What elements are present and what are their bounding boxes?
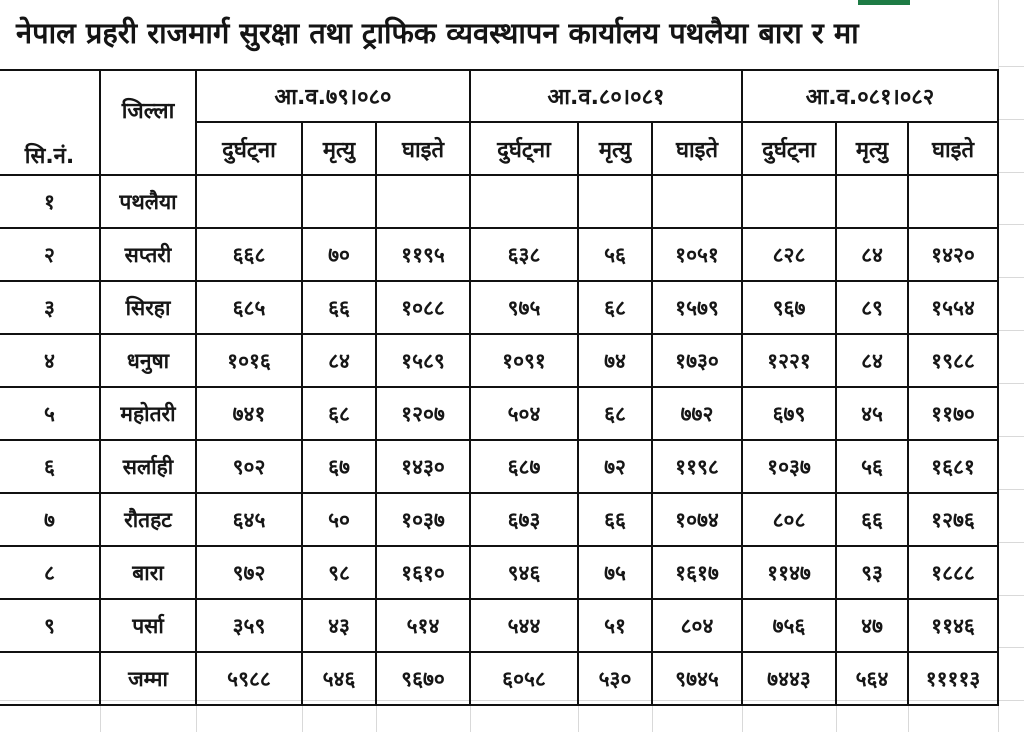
cell-value[interactable]: ९७५ xyxy=(470,281,578,334)
cell-value[interactable]: ८४ xyxy=(836,334,908,387)
cell-value[interactable]: १७३० xyxy=(652,334,742,387)
table-row xyxy=(0,228,998,281)
total-value[interactable]: ६०५८ xyxy=(470,652,578,705)
cell-value[interactable]: ७२ xyxy=(578,440,652,493)
cell-value[interactable]: १६१० xyxy=(376,546,470,599)
header-injured[interactable]: घाइते xyxy=(376,122,470,175)
cell-value[interactable]: ९३ xyxy=(836,546,908,599)
cell-district[interactable]: बारा xyxy=(100,546,196,599)
header-accidents[interactable]: दुर्घट्ना xyxy=(470,122,578,175)
cell-value[interactable] xyxy=(302,175,376,228)
cell-value[interactable]: ५० xyxy=(302,493,376,546)
cell-value[interactable]: ६७३ xyxy=(470,493,578,546)
cell-value[interactable]: ८४ xyxy=(836,228,908,281)
cell-value[interactable]: ८९ xyxy=(836,281,908,334)
cell-value[interactable]: १५५४ xyxy=(908,281,998,334)
cell-value[interactable]: ९६७ xyxy=(742,281,836,334)
total-value[interactable]: ९७४५ xyxy=(652,652,742,705)
cell-value[interactable]: ११९५ xyxy=(376,228,470,281)
cell-value[interactable]: १०८८ xyxy=(376,281,470,334)
cell-value[interactable]: ८०४ xyxy=(652,599,742,652)
cell-value[interactable]: ५१ xyxy=(578,599,652,652)
cell-value[interactable]: १४२० xyxy=(908,228,998,281)
table-row xyxy=(0,599,998,652)
cell-value[interactable] xyxy=(742,175,836,228)
cell-value[interactable]: १८८८ xyxy=(908,546,998,599)
cell-district[interactable]: पथलैया xyxy=(100,175,196,228)
page-title: नेपाल प्रहरी राजमार्ग सुरक्षा तथा ट्राफिक व्यवस्थापन कार्यालय पथलैया बारा र मा xyxy=(16,16,859,50)
total-value[interactable]: ९६७० xyxy=(376,652,470,705)
cell-value[interactable] xyxy=(470,175,578,228)
header-district[interactable]: जिल्ला xyxy=(100,70,196,175)
cell-value[interactable]: ११७० xyxy=(908,387,998,440)
total-value[interactable]: ५३० xyxy=(578,652,652,705)
cell-sn[interactable]: ८ xyxy=(0,546,100,599)
cell-sn[interactable]: २ xyxy=(0,228,100,281)
cell-sn[interactable]: ६ xyxy=(0,440,100,493)
cell-value[interactable]: ४७ xyxy=(836,599,908,652)
cell-value[interactable]: ८४ xyxy=(302,334,376,387)
cell-value[interactable]: ६८५ xyxy=(196,281,302,334)
accident-stats-table xyxy=(0,69,999,706)
cell-value[interactable]: ९४६ xyxy=(470,546,578,599)
header-year-1[interactable]: आ.व.७९।०८० xyxy=(196,70,470,122)
cell-district[interactable]: रौतहट xyxy=(100,493,196,546)
cell-value[interactable]: ९०२ xyxy=(196,440,302,493)
cell-value[interactable]: ५४४ xyxy=(470,599,578,652)
total-value[interactable]: ५४६ xyxy=(302,652,376,705)
cell-value[interactable]: ७४ xyxy=(578,334,652,387)
cell-value[interactable]: ६८ xyxy=(302,387,376,440)
cell-value[interactable]: १०३७ xyxy=(376,493,470,546)
total-value[interactable]: ५९८८ xyxy=(196,652,302,705)
total-row xyxy=(0,652,998,705)
cell-value[interactable]: ११४६ xyxy=(908,599,998,652)
cell-value[interactable]: ५६ xyxy=(578,228,652,281)
cell-value[interactable]: १९८८ xyxy=(908,334,998,387)
cell-value[interactable]: ३५९ xyxy=(196,599,302,652)
cell-value[interactable]: ६८ xyxy=(578,281,652,334)
cell-district[interactable]: पर्सा xyxy=(100,599,196,652)
table-row xyxy=(0,334,998,387)
cell-value[interactable] xyxy=(578,175,652,228)
cell-value[interactable]: ७० xyxy=(302,228,376,281)
header-injured[interactable]: घाइते xyxy=(908,122,998,175)
cell-value[interactable]: ८०८ xyxy=(742,493,836,546)
cell-value[interactable]: ६७ xyxy=(302,440,376,493)
cell-value[interactable]: ४५ xyxy=(836,387,908,440)
cell-value[interactable]: १०३७ xyxy=(742,440,836,493)
cell-value[interactable]: ७५६ xyxy=(742,599,836,652)
cell-value[interactable] xyxy=(652,175,742,228)
cell-value[interactable]: ६८ xyxy=(578,387,652,440)
total-label[interactable]: जम्मा xyxy=(100,652,196,705)
cell-value[interactable]: १२७६ xyxy=(908,493,998,546)
header-year-3[interactable]: आ.व.०८१।०८२ xyxy=(742,70,998,122)
table-row xyxy=(0,440,998,493)
table-row xyxy=(0,281,998,334)
cell-value[interactable]: १५७९ xyxy=(652,281,742,334)
cell-value[interactable]: १२२१ xyxy=(742,334,836,387)
cell-value[interactable]: ६४५ xyxy=(196,493,302,546)
cell-sn[interactable]: ७ xyxy=(0,493,100,546)
cell-value[interactable]: ७५ xyxy=(578,546,652,599)
total-value[interactable]: ५६४ xyxy=(836,652,908,705)
cell-value[interactable]: ६६ xyxy=(302,281,376,334)
cell-value[interactable]: ५०४ xyxy=(470,387,578,440)
cell-value[interactable]: १०१६ xyxy=(196,334,302,387)
cell-sn[interactable]: ३ xyxy=(0,281,100,334)
cell-value[interactable]: ४३ xyxy=(302,599,376,652)
cell-value[interactable]: १०७४ xyxy=(652,493,742,546)
cell-value[interactable]: ६६८ xyxy=(196,228,302,281)
cell-district[interactable]: सिरहा xyxy=(100,281,196,334)
header-deaths[interactable]: मृत्यु xyxy=(836,122,908,175)
header-year-2[interactable]: आ.व.८०।०८१ xyxy=(470,70,742,122)
cell-value[interactable]: १०९१ xyxy=(470,334,578,387)
header-accidents[interactable]: दुर्घट्ना xyxy=(742,122,836,175)
cell-value[interactable]: १४३० xyxy=(376,440,470,493)
total-value[interactable]: ७४४३ xyxy=(742,652,836,705)
cell-value[interactable]: १२०७ xyxy=(376,387,470,440)
table-row xyxy=(0,493,998,546)
cell-sn[interactable]: ४ xyxy=(0,334,100,387)
cell-value[interactable]: ६६ xyxy=(836,493,908,546)
cell-district[interactable]: सप्तरी xyxy=(100,228,196,281)
cell-value[interactable]: ६८७ xyxy=(470,440,578,493)
cell-value[interactable]: १०५१ xyxy=(652,228,742,281)
cell-district[interactable]: महोतरी xyxy=(100,387,196,440)
cell-value[interactable]: ९८ xyxy=(302,546,376,599)
cell-value[interactable] xyxy=(836,175,908,228)
cell-value[interactable]: ५१४ xyxy=(376,599,470,652)
header-deaths[interactable]: मृत्यु xyxy=(302,122,376,175)
cell-value[interactable]: १६८१ xyxy=(908,440,998,493)
cell-sn-empty[interactable] xyxy=(0,652,100,705)
cell-district[interactable]: धनुषा xyxy=(100,334,196,387)
cell-value[interactable]: ९७२ xyxy=(196,546,302,599)
cell-value[interactable]: ६३८ xyxy=(470,228,578,281)
header-accidents[interactable]: दुर्घट्ना xyxy=(196,122,302,175)
cell-value[interactable]: १५८९ xyxy=(376,334,470,387)
cell-sn[interactable]: १ xyxy=(0,175,100,228)
cell-sn[interactable]: ५ xyxy=(0,387,100,440)
cell-district[interactable]: सर्लाही xyxy=(100,440,196,493)
header-deaths[interactable]: मृत्यु xyxy=(578,122,652,175)
cell-value[interactable]: ८२८ xyxy=(742,228,836,281)
cell-value[interactable]: ५६ xyxy=(836,440,908,493)
header-injured[interactable]: घाइते xyxy=(652,122,742,175)
cell-value[interactable]: ६६ xyxy=(578,493,652,546)
cell-value[interactable] xyxy=(196,175,302,228)
table-row xyxy=(0,175,998,228)
table-row xyxy=(0,387,998,440)
cell-value[interactable] xyxy=(908,175,998,228)
cell-value[interactable]: ६७९ xyxy=(742,387,836,440)
cell-value[interactable]: ७७२ xyxy=(652,387,742,440)
header-sn[interactable]: सि.नं. xyxy=(0,70,100,175)
table-row xyxy=(0,546,998,599)
cell-value[interactable] xyxy=(376,175,470,228)
cell-value[interactable]: १६१७ xyxy=(652,546,742,599)
cell-value[interactable]: ७४१ xyxy=(196,387,302,440)
total-value[interactable]: ११११३ xyxy=(908,652,998,705)
cell-sn[interactable]: ९ xyxy=(0,599,100,652)
cell-value[interactable]: ११४७ xyxy=(742,546,836,599)
cell-value[interactable]: ११९८ xyxy=(652,440,742,493)
